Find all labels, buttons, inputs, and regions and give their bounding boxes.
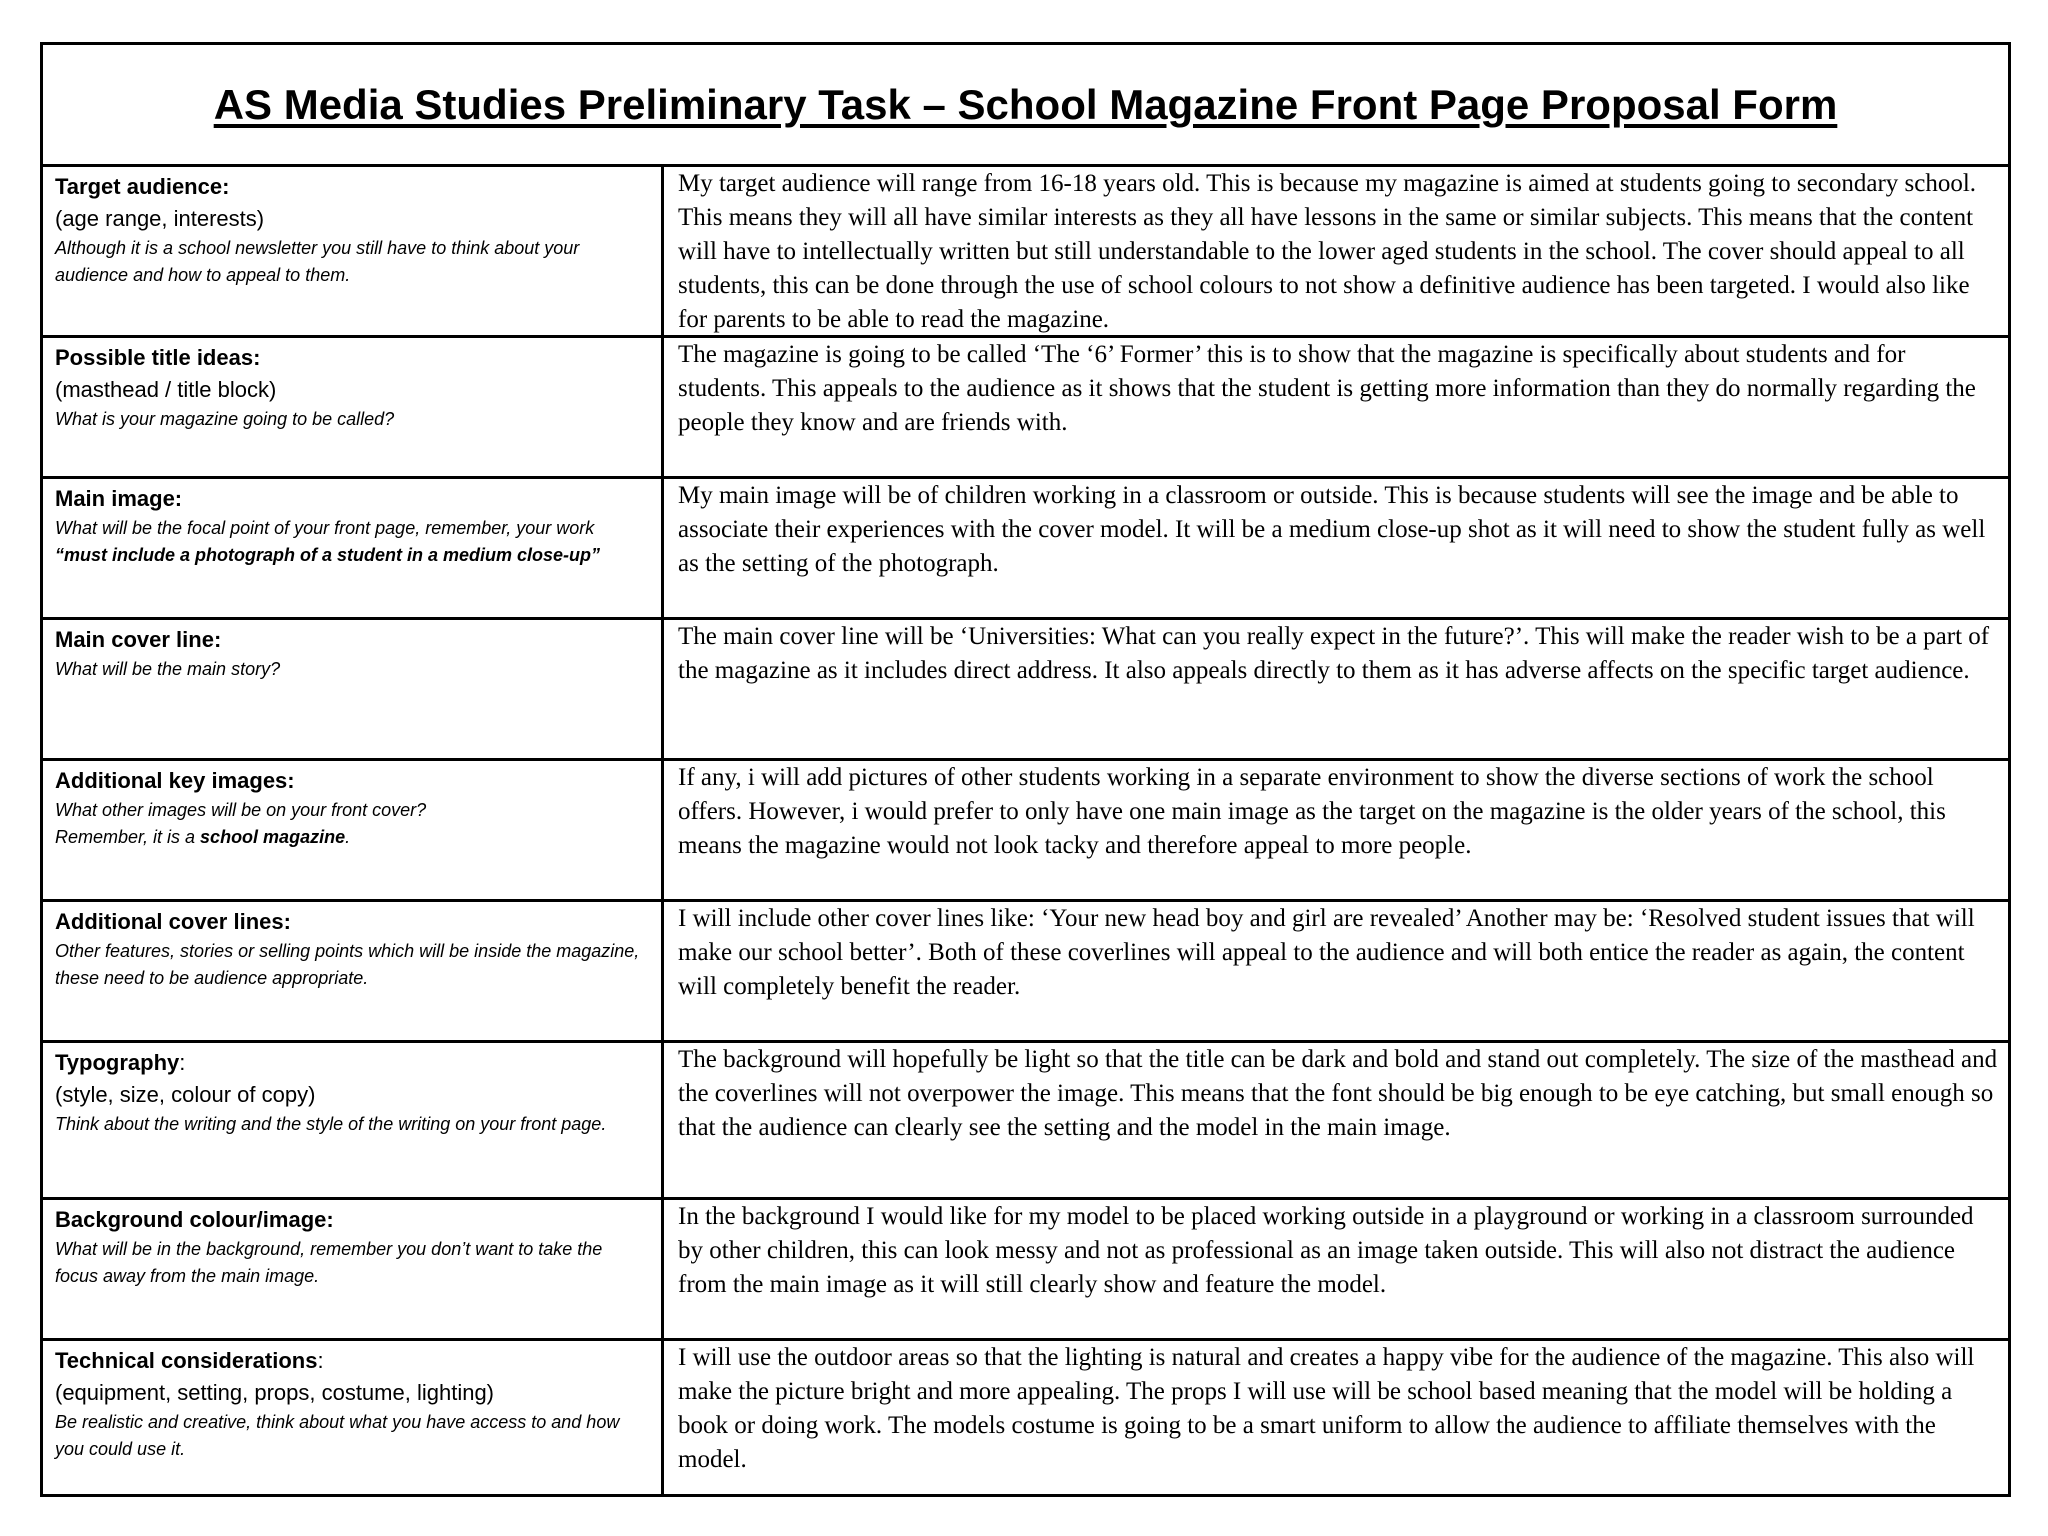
field-heading: Target audience:	[55, 174, 230, 199]
field-subheading: (age range, interests)	[55, 206, 265, 231]
field-heading-text: Technical considerations	[55, 1348, 318, 1373]
row-title-ideas	[43, 338, 2008, 479]
field-label-cell	[43, 902, 664, 1040]
row-additional-key-images	[43, 761, 2008, 902]
response-additional-key-images: If any, i will add pictures of other students working in a separate environment to show the diverse sections of work the school offers. However, i would prefer to only have one main image as the target on the magazine is the older years of the school, this means the magazine would not look tacky and therefore appeal to more people.	[678, 764, 1946, 859]
field-label-cell	[43, 1043, 664, 1197]
field-hint: Although it is a school newsletter you still have to think about your audience and how to appeal to them.	[55, 238, 580, 285]
form-table	[43, 167, 2008, 1497]
field-subheading: (equipment, setting, props, costume, lighting)	[55, 1380, 495, 1405]
field-heading: Main cover line:	[55, 627, 222, 652]
hint-text: .	[345, 827, 351, 847]
hint-text: Remember, it is a	[55, 827, 201, 847]
hint-text: What will be the focal point of your front page, remember, your work	[55, 518, 595, 538]
field-label-cell	[43, 620, 664, 758]
field-heading: Background colour/image:	[55, 1207, 334, 1232]
field-subheading: (style, size, colour of copy)	[55, 1082, 316, 1107]
field-subheading: (masthead / title block)	[55, 377, 277, 402]
field-heading-colon: :	[179, 1050, 186, 1075]
field-hint: What other images will be on your front cover?	[55, 800, 427, 820]
field-heading: Main image:	[55, 486, 183, 511]
row-main-cover-line	[43, 620, 2008, 761]
field-hint: Other features, stories or selling points which will be inside the magazine, these need to be audience appropriate.	[55, 941, 640, 988]
title-bar	[43, 45, 2008, 167]
response-target-audience: My target audience will range from 16-18 years old. This is because my magazine is aimed at students going to secondary school. This means they will all have similar interests as they all have lessons in the same or similar subjects. This means that the content will have to intellectually written but still understandable to the lower aged students in the school. The cover should appeal to all students, this can be done through the use of school colours to not show a definitive audience has been targeted. I would also like for parents to be able to read the magazine.	[678, 170, 1977, 333]
field-label-cell	[43, 479, 664, 617]
row-additional-cover-lines	[43, 902, 2008, 1043]
field-label-cell	[43, 338, 664, 476]
field-heading: Additional cover lines:	[55, 909, 291, 934]
response-main-image: My main image will be of children working in a classroom or outside. This is because students will see the image and be able to associate their experiences with the cover model. It will be a medium close-up shot as it will need to show the student fully as well as the setting of the photograph.	[678, 482, 1986, 577]
row-typography	[43, 1043, 2008, 1200]
field-heading: Possible title ideas:	[55, 345, 261, 370]
field-hint: What will be the main story?	[55, 659, 281, 679]
field-heading-colon: :	[317, 1348, 324, 1373]
field-label-cell	[43, 1200, 664, 1338]
field-hint	[55, 824, 649, 851]
response-title-ideas: The magazine is going to be called ‘The ‘6’ Former’ this is to show that the magazine is specifically about students and for students. This appeals to the audience as it shows that the student is getting more information than they do normally regarding the people they know and are friends with.	[678, 341, 1976, 436]
response-main-cover-line: The main cover line will be ‘Universities: What can you really expect in the future?’. This will make the reader wish to be a part of the magazine as it includes direct address. It also appeals directly to them as it has adverse affects on the specific target audience.	[678, 623, 1990, 684]
field-hint: Be realistic and creative, think about what you have access to and how you could use it.	[55, 1412, 620, 1459]
hint-emphasis: “must include a photograph of a student in a medium close-up”	[55, 545, 601, 565]
response-additional-cover-lines: I will include other cover lines like: ‘Your new head boy and girl are revealed’ Another may be: ‘Resolved student issues that will make our school better’. Both of these coverlines will appeal to the audience and will both entice the reader as again, the content will completely benefit the reader.	[678, 905, 1975, 1000]
field-label-cell	[43, 167, 664, 335]
field-label-cell	[43, 761, 664, 899]
row-technical-considerations	[43, 1341, 2008, 1497]
proposal-form	[40, 42, 2011, 1497]
field-heading-text: Typography	[55, 1050, 180, 1075]
response-typography: The background will hopefully be light so that the title can be dark and bold and stand out completely. The size of the masthead and the coverlines will not overpower the image. This means that the font should be big enough to be eye catching, but small enough so that the audience can clearly see the setting and the model in the main image.	[678, 1046, 1998, 1141]
field-heading	[55, 1345, 649, 1377]
field-hint: What will be in the background, remember you don’t want to take the focus away from the main image.	[55, 1239, 603, 1286]
row-background	[43, 1200, 2008, 1341]
page-title: AS Media Studies Preliminary Task – School Magazine Front Page Proposal Form	[213, 80, 1838, 128]
row-main-image	[43, 479, 2008, 620]
row-target-audience	[43, 167, 2008, 338]
field-label-cell	[43, 1341, 664, 1497]
field-hint: What is your magazine going to be called?	[55, 409, 395, 429]
response-technical-considerations: I will use the outdoor areas so that the lighting is natural and creates a happy vibe for the audience of the magazine. This also will make the picture bright and more appealing. The props I will use will be school based meaning that the model will be holding a book or doing work. The models costume is going to be a smart uniform to allow the audience to affiliate themselves with the model.	[678, 1344, 1975, 1473]
field-heading	[55, 1047, 649, 1079]
hint-emphasis: school magazine	[200, 827, 346, 847]
field-heading: Additional key images:	[55, 768, 295, 793]
field-hint: Think about the writing and the style of the writing on your front page.	[55, 1114, 607, 1134]
field-hint	[55, 515, 649, 569]
response-background: In the background I would like for my model to be placed working outside in a playground or working in a classroom surrounded by other children, this can look messy and not as professional as an image taken outside. This will also not distract the audience from the main image as it will still clearly show and feature the model.	[678, 1203, 1974, 1298]
